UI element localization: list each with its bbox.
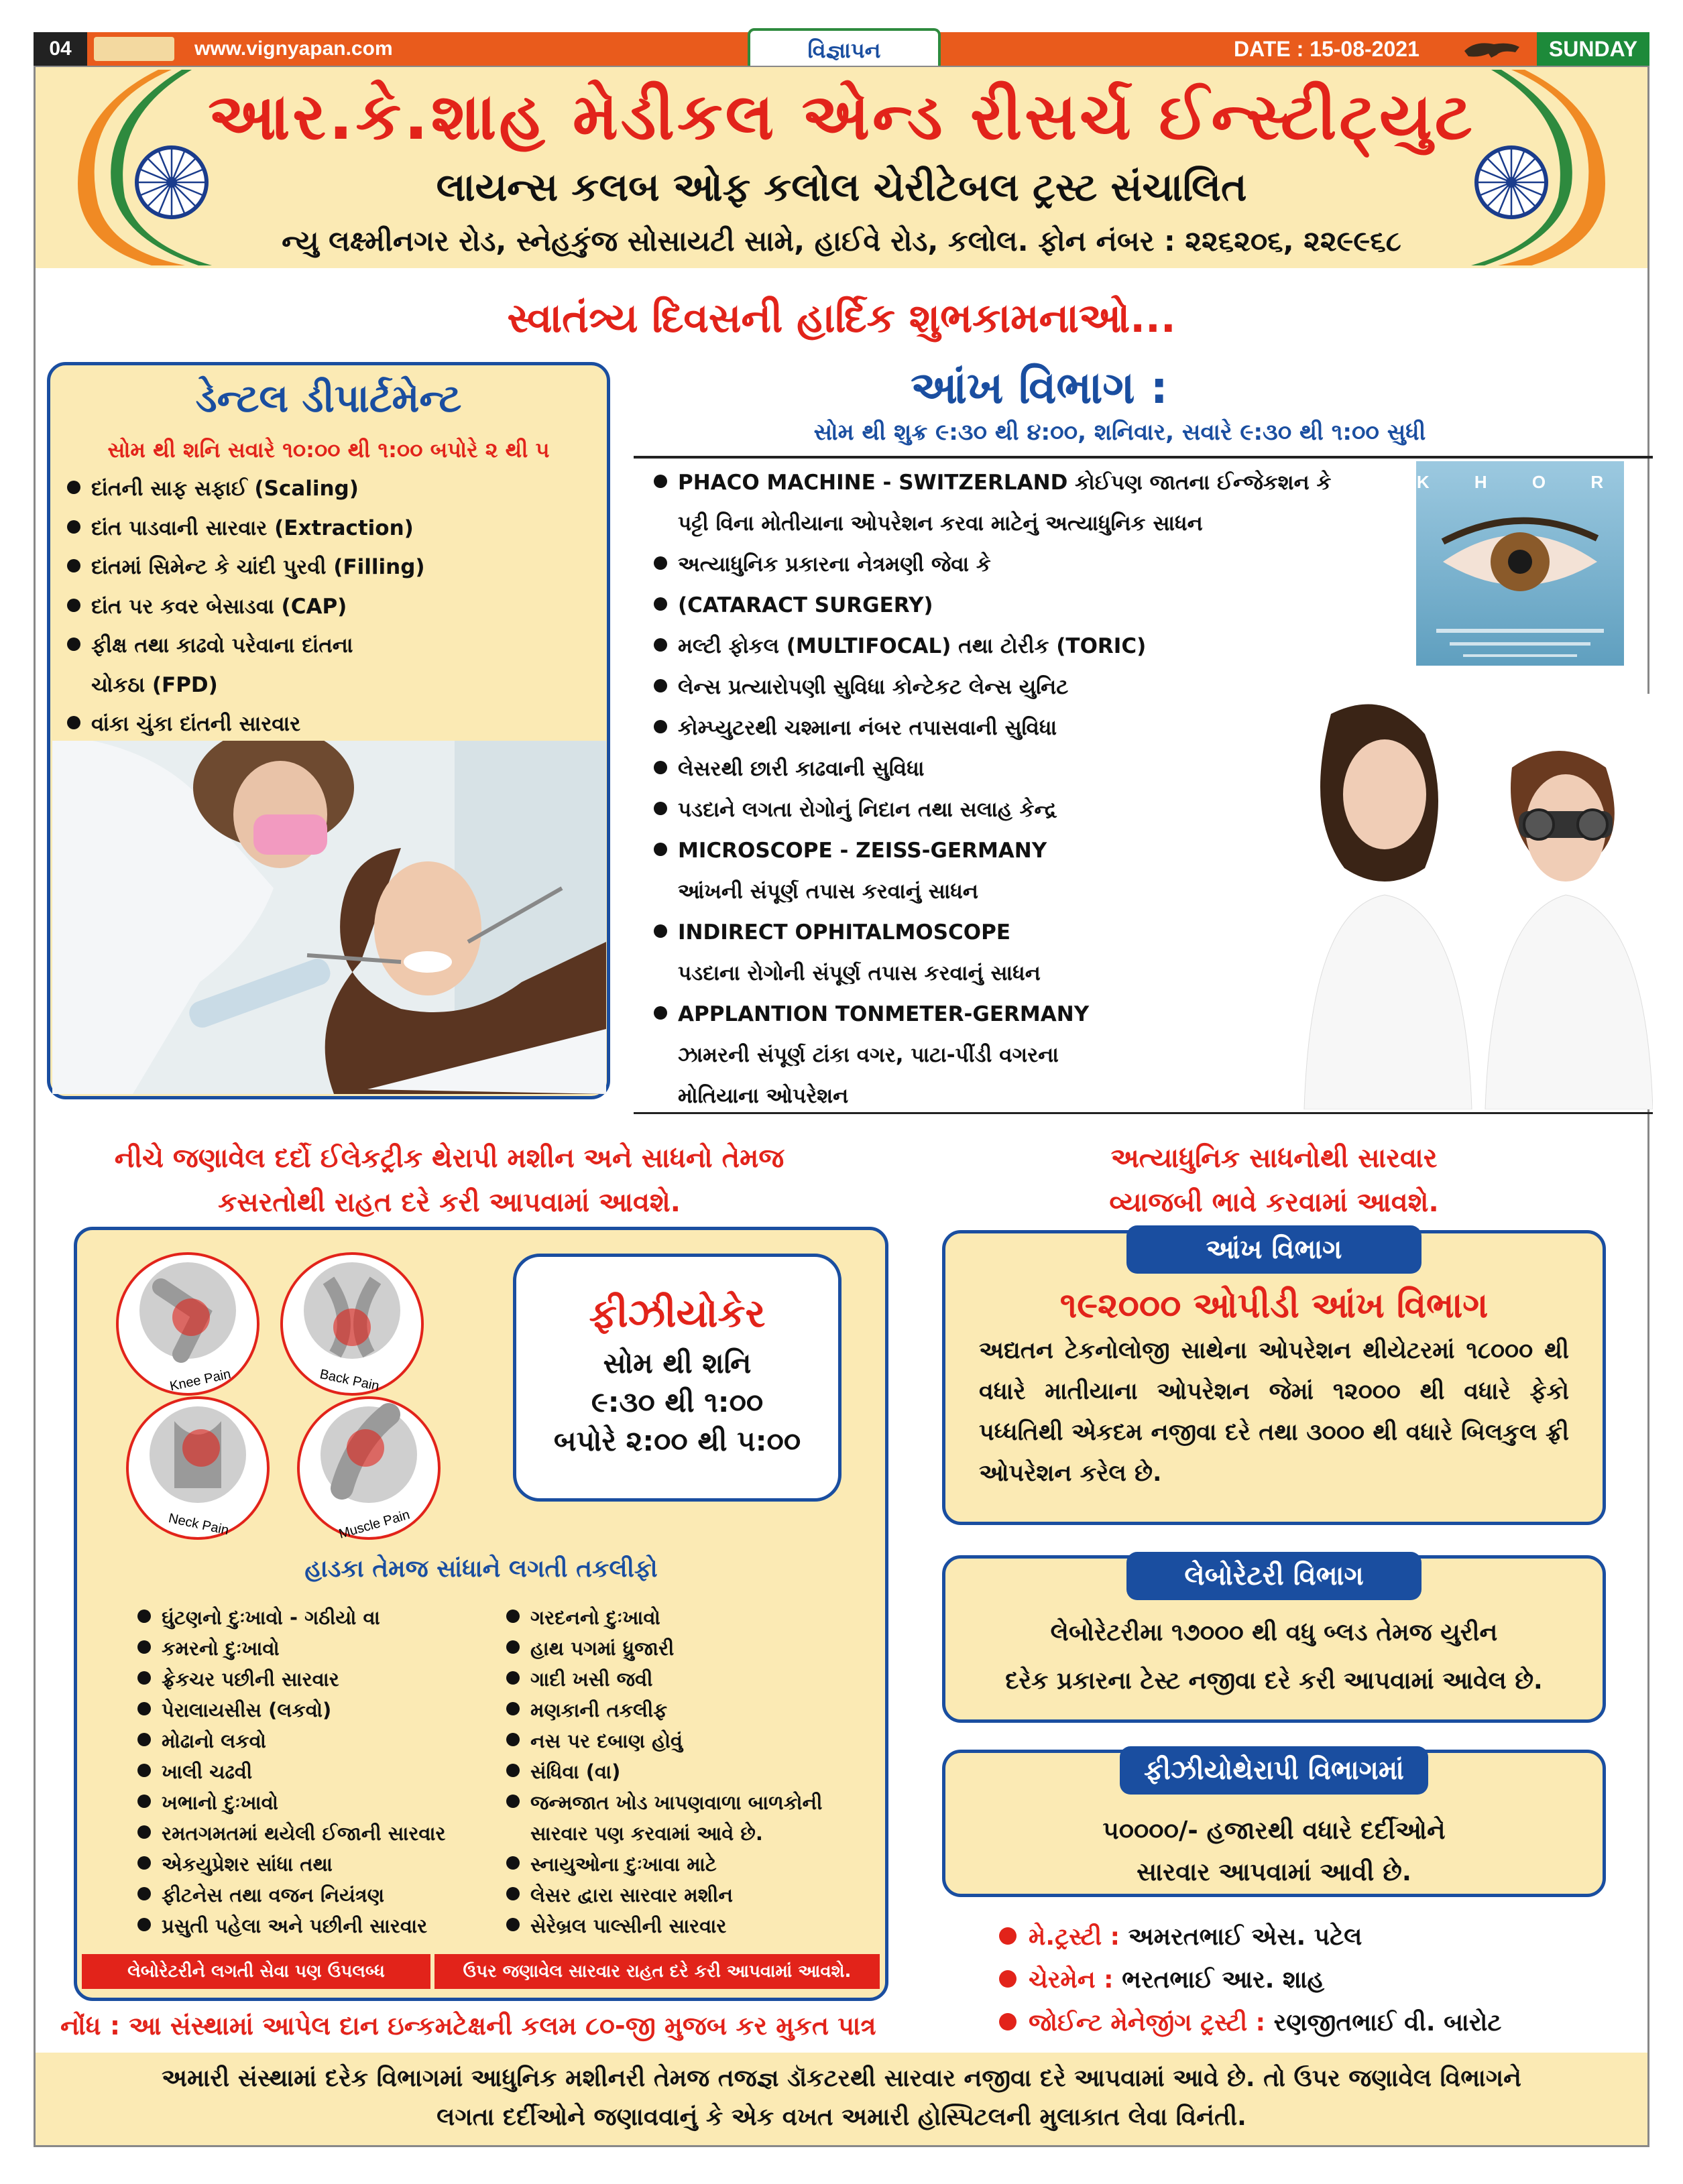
lab-service-banner: લેબોરેટરીને લગતી સેવા પણ ઉપલબ્ધ [82, 1954, 430, 1989]
bullet-icon [999, 2013, 1017, 2030]
bullet-icon [654, 1006, 667, 1020]
list-item: લેસરથી છારી કાઢવાની સુવિધા [654, 749, 1458, 790]
bullet-icon [67, 520, 80, 534]
muscle-pain-icon [298, 1398, 439, 1542]
list-item: આંખની સંપૂર્ણ તપાસ કરવાનું સાધન [678, 879, 978, 904]
list-item: પડદાના રોગોની સંપૂર્ણ તપાસ કરવાનું સાધન [678, 961, 1041, 985]
bullet-icon [654, 556, 667, 570]
list-item: ફીટનેસ તથા વજન નિયંત્રણ [137, 1880, 513, 1910]
list-item: પડદાને લગતા રોગોનું નિદાન તથા સલાહ કેન્દ્ર [654, 790, 1458, 831]
list-item: હાથ પગમાં ધ્રુજારી [506, 1633, 882, 1664]
trustee-item: મે.ટ્રસ્ટી : અમરતભાઈ એસ. પટેલ [999, 1916, 1603, 1959]
pain-label: Knee Pain [168, 1366, 233, 1394]
list-item: MICROSCOPE - ZEISS-GERMANY [654, 831, 1458, 871]
bullet-icon [506, 1856, 520, 1870]
list-item: સેરેબ્રલ પાલ્સીની સારવાર [506, 1910, 882, 1941]
list-item: ઝામરની સંપૂર્ણ ટાંકા વગર, પાટા-પીંડી વગરના [678, 1043, 1059, 1067]
physiocare-title: ફીઝીયોકેર [589, 1290, 766, 1336]
list-item: રમતગમતમાં થયેલી ઈજાની સારવાર [137, 1818, 513, 1849]
bone-list-left [137, 1602, 513, 1941]
pain-icons-graphic [101, 1247, 463, 1542]
list-item: ઘુંટણનો દુઃખાવો - ગઠીયો વા [137, 1602, 513, 1633]
list-item: પ્રસુતી પહેલા અને પછીની સારવાર [137, 1910, 513, 1941]
lab-dept-text: લેબોરેટરીમા ૧૭૦૦૦ થી વધુ બ્લડ તેમજ યુરીન દરેક પ્રકારના ટેસ્ટ નજીવા દરે કરી આપવામાં આવેલ છે. [1005, 1619, 1543, 1695]
trustee-list [999, 1916, 1603, 2045]
back-pain-icon [282, 1254, 422, 1394]
knee-pain-icon [117, 1254, 258, 1394]
pain-label: Back Pain [318, 1367, 381, 1394]
tiger-logo-icon [1462, 38, 1522, 60]
therapy-notice: નીચે જણાવેલ દર્દો ઈલેકટ્રીક થેરાપી મશીન અને સાધનો તેમજ કસરતોથી રાહત દરે કરી આપવામાં આવશે. [114, 1143, 785, 1218]
issue-day: SUNDAY [1537, 32, 1649, 66]
bullet-icon [506, 1887, 520, 1900]
bullet-icon [506, 1764, 520, 1777]
list-item: મોતિયાના ઓપરેશન [678, 1084, 849, 1108]
independence-greeting: સ્વાતંત્ર્ય દિવસની હાર્દિક શુભકામનાઓ... [507, 295, 1176, 342]
list-item: કમરનો દુઃખાવો [137, 1633, 513, 1664]
list-item: PHACO MACHINE - SWITZERLAND કોઈપણ જાતના ઈન્જેકશન કે [654, 463, 1458, 503]
physiocare-hours: સોમ થી શનિ ૯:૩૦ થી ૧:૦૦ બપોરે ૨:૦૦ થી ૫:૦૦ [553, 1347, 801, 1457]
list-item: INDIRECT OPHITALMOSCOPE [654, 912, 1458, 953]
dental-timing: સોમ થી શનિ સવારે ૧૦:૦૦ થી ૧:૦૦ બપોરે ૨ થી ૫ [107, 437, 550, 463]
bullet-icon [137, 1733, 151, 1746]
dental-title: ડેન્ટલ ડીપાર્ટમેન્ટ [195, 375, 462, 421]
optometrist-photo [1291, 694, 1653, 1109]
physio-dept-text: ૫૦૦૦૦/- હજારથી વધારે દર્દીઓને સારવાર આપવામાં આવી છે. [1102, 1816, 1446, 1886]
neck-pain-icon [127, 1398, 268, 1538]
list-item: ગાદી ખસી જવી [506, 1664, 882, 1695]
tax-exemption-note: નોંધ : આ સંસ્થામાં આપેલ દાન ઇન્કમટેક્ષની કલમ ૮૦-જી મુજબ કર મુકત પાત્ર [60, 2011, 876, 2041]
list-item: ખભાનો દુઃખાવો [137, 1787, 513, 1818]
bullet-icon [137, 1671, 151, 1685]
list-item: મણકાની તકલીફ [506, 1695, 882, 1725]
bullet-icon [654, 679, 667, 692]
eye-timing: સોમ થી શુક્ર ૯:૩૦ થી ૪:૦૦, શનિવાર, સવારે ૯:૩૦ થી ૧:૦૦ સુધી [813, 419, 1426, 446]
list-item: પટ્ટી વિના મોતીયાના ઓપરેશન કરવા માટેનું અત્યાધુનિક સાધન [678, 511, 1203, 536]
physio-dept-tab: ફીઝીયોથેરાપી વિભાગમાં [1120, 1746, 1428, 1795]
bone-list-right [506, 1602, 882, 1941]
bullet-icon [506, 1640, 520, 1654]
bone-joint-title: હાડકા તેમજ સાંધાને લગતી તકલીફો [304, 1555, 658, 1583]
list-item: સારવાર પણ કરવામાં આવે છે. [530, 1822, 763, 1845]
institute-title: આર.કે.શાહ મેડીકલ એન્ડ રીસર્ચ ઈન્સ્ટીટ્યુટ [208, 79, 1475, 154]
list-item: મલ્ટી ફોકલ (MULTIFOCAL) તથા ટોરીક (TORIC) [654, 626, 1458, 667]
trustee-item: જોઈન્ટ મેનેજીંગ ટ્રસ્ટી : રણજીતભાઈ વી. બારોટ [999, 2002, 1603, 2045]
bullet-icon [67, 599, 80, 612]
bullet-icon [137, 1825, 151, 1839]
bullet-icon [137, 1702, 151, 1715]
bullet-icon [506, 1702, 520, 1715]
list-item: એકયુપ્રેશર સાંધા તથા [137, 1849, 513, 1880]
list-item: ફ્રેકચર પછીની સારવાર [137, 1664, 513, 1695]
bullet-icon [137, 1640, 151, 1654]
list-item: ખાલી ચઢવી [137, 1756, 513, 1787]
bullet-icon [137, 1887, 151, 1900]
bullet-icon [67, 638, 80, 651]
list-item: (CATARACT SURGERY) [654, 585, 1458, 626]
footer-text: અમારી સંસ્થામાં દરેક વિભાગમાં આધુનિક મશીનરી તેમજ તજજ્ઞ ડૉકટરથી સારવાર નજીવા દરે આપવામાં આવે છે. તો ઉપર જણાવેલ વિભાગને લગતા દર્દીઓને જણાવવાનું કે એક વખત અમારી હોસ્પિટલની મુલાકાત લેવા વિનંતી. [162, 2065, 1521, 2131]
bullet-icon [999, 1927, 1017, 1945]
bullet-icon [654, 924, 667, 938]
bullet-icon [137, 1918, 151, 1931]
list-item: કોમ્પ્યુટરથી ચશ્માના નંબર તપાસવાની સુવિધા [654, 708, 1458, 749]
page-number: 04 [34, 32, 87, 66]
lab-dept-tab: લેબોરેટરી વિભાગ [1126, 1552, 1421, 1600]
bullet-icon [137, 1795, 151, 1808]
issue-date: DATE : 15-08-2021 [1234, 37, 1419, 61]
eye-chart-photo [1416, 461, 1624, 666]
list-item: નસ પર દબાણ હોવું [506, 1725, 882, 1756]
chart-letters: K H O R [1416, 472, 1624, 492]
bullet-icon [654, 475, 667, 488]
bullet-icon [137, 1764, 151, 1777]
list-item: દાંત પાડવાની સારવાર (Extraction) [67, 509, 603, 548]
bullet-icon [654, 761, 667, 774]
bullet-icon [654, 802, 667, 815]
bullet-icon [999, 1970, 1017, 1988]
list-item: મોઢાનો લકવો [137, 1725, 513, 1756]
list-item: ફીક્ષ તથા કાઢવો પરેવાના દાંતના [67, 626, 603, 666]
dental-list [67, 469, 603, 744]
bullet-icon [67, 559, 80, 572]
list-item: સંધિવા (વા) [506, 1756, 882, 1787]
website-link[interactable]: www.vignyapan.com [194, 38, 393, 60]
bullet-icon [506, 1795, 520, 1808]
list-item: પેરાલાયસીસ (લકવો) [137, 1695, 513, 1725]
list-item: APPLANTION TONMETER-GERMANY [654, 994, 1458, 1035]
list-item: લેસર દ્વારા સારવાર મશીન [506, 1880, 882, 1910]
bullet-icon [654, 638, 667, 652]
list-item: ચોકઠા (FPD) [91, 672, 218, 697]
address-line: ન્યુ લક્ષ્મીનગર રોડ, સ્નેહકુંજ સોસાયટી સામે, હાઈવે રોડ, કલોલ. ફોન નંબર : ૨૨૬૨૦૬, ૨૨૯૯૬૮ [282, 225, 1401, 257]
list-item: દાંત પર કવર બેસાડવા (CAP) [67, 587, 603, 627]
bullet-icon [67, 481, 80, 494]
trustee-item: ચેરમેન : ભરતભાઈ આર. શાહ [999, 1959, 1603, 2002]
eye-dept-text: અદ્યતન ટેકનોલોજી સાથેના ઓપરેશન થીયેટરમાં ૧૮૦૦૦ થી વધારે માતીયાના ઓપરેશન જેમાં ૧૨૦૦૦ થી વધારે ફેકો પધ્ધતિથી એકદમ નજીવા દરે તથા ૩૦૦૦ થી વધારે બિલકુલ ફ્રી ઓપરેશન કરેલ છે. [979, 1337, 1569, 1487]
bullet-icon [137, 1610, 151, 1623]
list-item: અત્યાધુનિક પ્રકારના નેત્રમણી જેવા કે [654, 544, 1458, 585]
bullet-icon [506, 1733, 520, 1746]
list-item: લેન્સ પ્રત્યારોપણી સુવિધા કોન્ટેકટ લેન્સ યુનિટ [654, 667, 1458, 708]
pain-label: Neck Pain [167, 1510, 231, 1538]
bullet-icon [654, 720, 667, 733]
list-item: સ્નાયુઓના દુઃખાવા માટે [506, 1849, 882, 1880]
eye-opd-heading: ૧૯૨૦૦૦ ઓપીડી આંખ વિભાગ [1059, 1286, 1489, 1326]
bullet-icon [137, 1856, 151, 1870]
list-item: જન્મજાત ખોડ ખાપણવાળા બાળકોની [506, 1787, 882, 1818]
section-badge: વિજ્ઞાપન [748, 28, 941, 72]
trust-subtitle: લાયન્સ કલબ ઓફ કલોલ ચેરીટેબલ ટ્રસ્ટ સંચાલિત [436, 164, 1247, 210]
bullet-icon [506, 1610, 520, 1623]
eye-dept-tab: આંખ વિભાગ [1126, 1225, 1421, 1274]
dental-photo [52, 741, 606, 1094]
list-item: દાંતની સાફ સફાઈ (Scaling) [67, 469, 603, 509]
bullet-icon [654, 843, 667, 856]
list-item: ગરદનનો દુઃખાવો [506, 1602, 882, 1633]
concession-banner: ઉપર જણાવેલ સારવાર રાહત દરે કરી આપવામાં આવશે. [434, 1954, 880, 1989]
list-item: દાંતમાં સિમેન્ટ કે ચાંદી પુરવી (Filling) [67, 548, 603, 587]
bullet-icon [506, 1671, 520, 1685]
publication-logo [94, 37, 174, 61]
bullet-icon [654, 597, 667, 611]
bullet-icon [506, 1918, 520, 1931]
eye-title: આંખ વિભાગ : [911, 362, 1168, 414]
modern-treatment-notice: અત્યાધુનિક સાધનોથી સારવાર વ્યાજબી ભાવે કરવામાં આવશે. [1109, 1143, 1439, 1218]
list-item: વાંકા ચુંકા દાંતની સારવાર [67, 705, 603, 744]
bullet-icon [67, 716, 80, 729]
pain-label: Muscle Pain [337, 1507, 412, 1542]
